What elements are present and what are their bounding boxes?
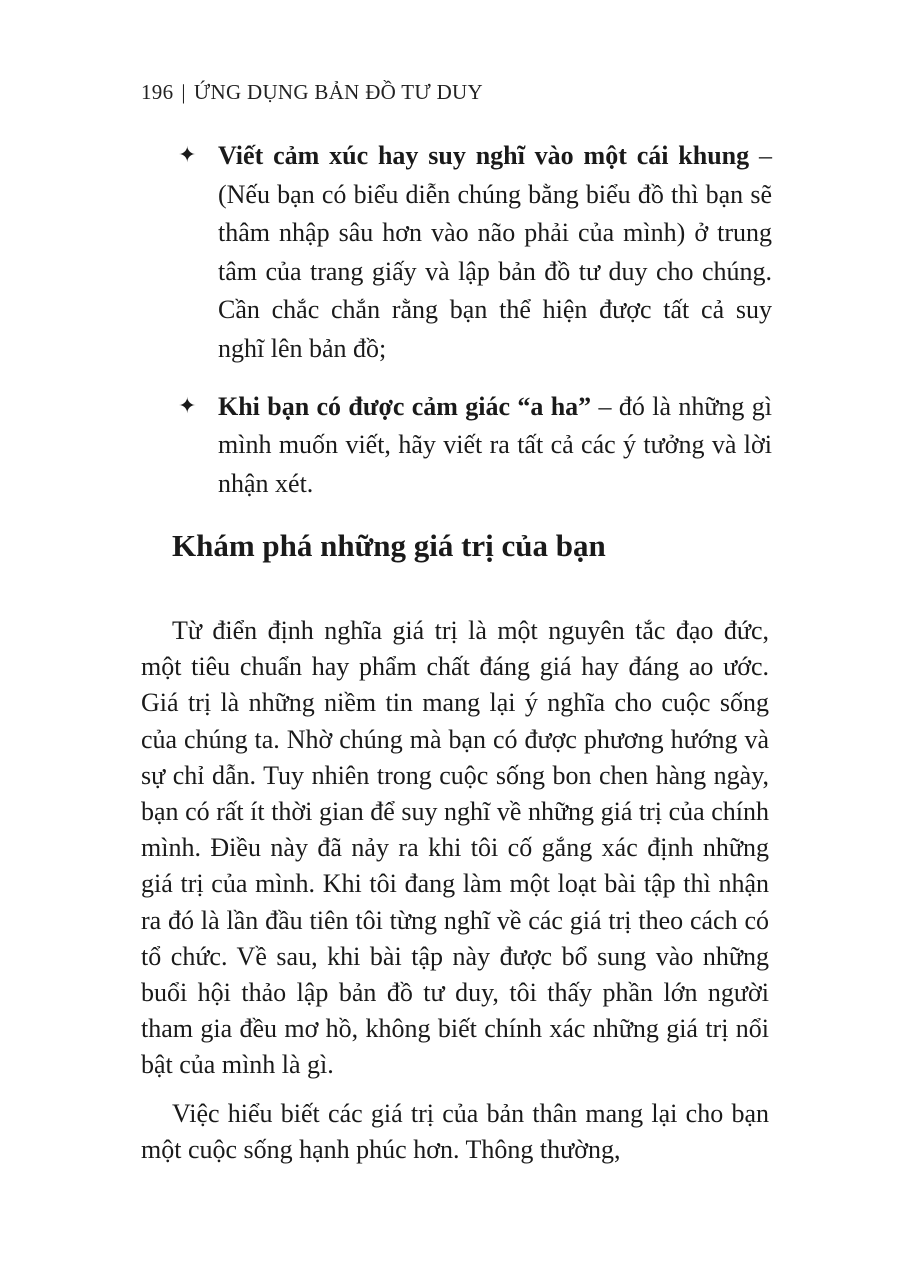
bullet-bold-text: Khi bạn có được cảm giác “a ha” [218, 391, 592, 421]
four-point-star-icon: ✦ [178, 393, 197, 419]
bullet-item [172, 137, 772, 369]
bullet-item [172, 388, 772, 504]
page-number: 196 [141, 80, 174, 104]
four-point-star-icon: ✦ [178, 143, 197, 168]
paragraph: Việc hiểu biết các giá trị của bản thân mang lại cho bạn một cuộc sống hạnh phúc hơn. Thông thường, [141, 1098, 769, 1164]
header-separator: | [181, 80, 186, 104]
book-title: ỨNG DỤNG BẢN ĐỒ TƯ DUY [193, 80, 483, 104]
bullet-bold-text: Viết cảm xúc hay suy nghĩ vào một cái khung [218, 141, 750, 170]
bullet-text: – (Nếu bạn có biểu diễn chúng bằng biểu đồ thì bạn sẽ thâm nhập sâu hơn vào não phải của mình) ở trung tâm của trang giấy và lập bản đồ tư duy cho chúng. Cần chắc chắn rằng bạn thể hiện được tất cả suy nghĩ lên bản đồ; [218, 141, 773, 363]
section-title: Khám phá những giá trị của bạn [172, 528, 606, 563]
body-text [141, 613, 769, 1180]
bullet-list [172, 137, 772, 522]
paragraph: Từ điển định nghĩa giá trị là một nguyên tắc đạo đức, một tiêu chuẩn hay phẩm chất đáng giá hay đáng ao ước. Giá trị là những niềm tin mang lại ý nghĩa cho cuộc sống của chúng ta. Nhờ chúng mà bạn có được phương hướng và sự chỉ dẫn. Tuy nhiên trong cuộc sống bon chen hàng ngày, bạn có rất ít thời gian để suy nghĩ về những giá trị của chính mình. Điều này đã nảy ra khi tôi cố gắng xác định những giá trị của mình. Khi tôi đang làm một loạt bài tập thì nhận ra đó là lần đầu tiên tôi từng nghĩ về các giá trị theo cách có tổ chức. Về sau, khi bài tập này được bổ sung vào những buổi hội thảo lập bản đồ tư duy, tôi thấy phần lớn người tham gia đều mơ hồ, không biết chính xác những giá trị nổi bật của mình là gì. [141, 616, 769, 1080]
bullet-text: – đó là những gì mình muốn viết, hãy viết ra tất cả các ý tưởng và lời nhận xét. [218, 391, 772, 498]
running-header [141, 80, 483, 105]
